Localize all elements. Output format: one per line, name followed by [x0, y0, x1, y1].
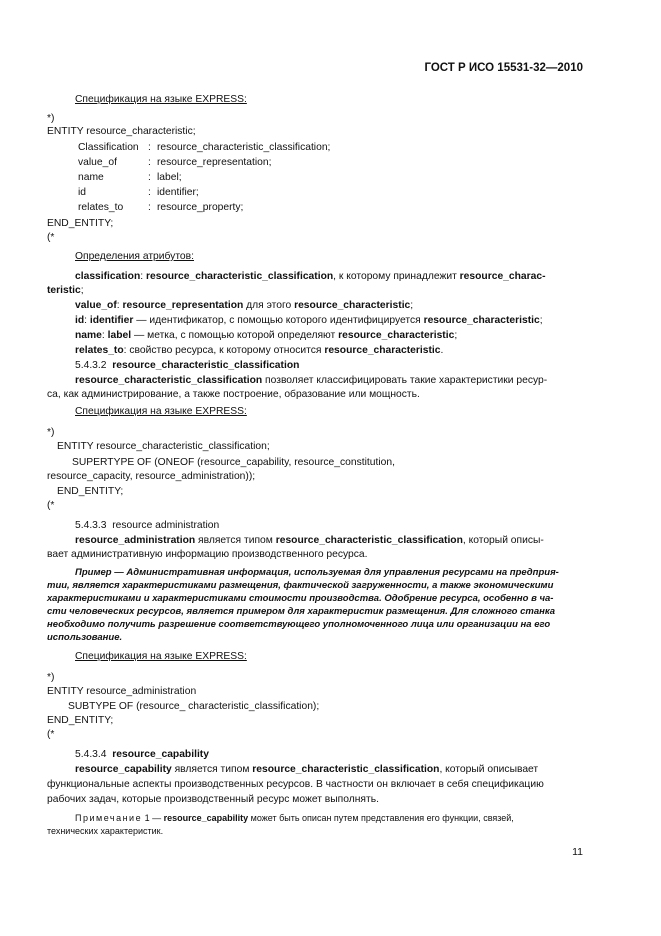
- attr-name: id: [78, 187, 87, 198]
- def-classification-line1: [75, 270, 583, 283]
- kw: classification: [75, 271, 141, 282]
- txt: , который описы-: [462, 535, 544, 546]
- kw: teristic: [47, 285, 81, 296]
- kw: resource_characteristic_classification: [145, 271, 334, 282]
- txt: :: [101, 330, 108, 341]
- kw: resource_characteristic: [294, 300, 411, 311]
- section-5-4-3-2-para-line1: [75, 374, 547, 387]
- express-entity-declaration: ENTITY resource_administration: [47, 686, 197, 697]
- kw: resource_charac-: [459, 271, 546, 282]
- kw: label: [107, 330, 132, 341]
- def-name: [75, 329, 457, 342]
- express-open-comment: *): [47, 427, 55, 438]
- section-title: resource_capability: [112, 749, 209, 760]
- txt: является типом: [171, 764, 253, 775]
- attr-type: resource_representation;: [157, 157, 272, 168]
- attr-separator: :: [148, 202, 151, 213]
- express-supertype-cont: resource_capacity, resource_administration));: [47, 471, 256, 482]
- attr-name: value_of: [78, 157, 117, 168]
- note-label: Примечание: [75, 813, 143, 823]
- attribute-definitions-heading: Определения атрибутов:: [75, 251, 194, 262]
- example-line: необходимо получить разрешение соответствующего уполномоченного лица или организации на его: [47, 619, 551, 630]
- example-line: Пример — Административная информация, используемая для управления ресурсами на предприя-: [75, 567, 559, 578]
- section-number: 5.4.3.2: [75, 360, 107, 371]
- express-supertype: SUPERTYPE OF (ONEOF (resource_capability, resource_constitution,: [72, 457, 395, 468]
- example-line: тии, является характеристиками размещения, фактической загруженности, а также экономическими: [47, 580, 554, 591]
- txt: ;: [410, 300, 414, 311]
- attr-separator: :: [148, 142, 151, 153]
- txt: , который описывает: [439, 764, 539, 775]
- kw: resource_administration: [75, 535, 196, 546]
- attr-separator: :: [148, 157, 151, 168]
- express-entity-declaration: ENTITY resource_characteristic_classification;: [57, 441, 270, 452]
- txt: позволяет классифицировать такие характеристики ресур-: [262, 375, 548, 386]
- kw: resource_representation: [122, 300, 244, 311]
- def-classification-line2: [47, 284, 84, 297]
- attr-type: resource_property;: [157, 202, 244, 213]
- txt: :: [84, 315, 90, 326]
- kw: resource_capability: [75, 764, 172, 775]
- express-close-comment: (*: [47, 500, 55, 511]
- express-spec-heading: Спецификация на языке EXPRESS:: [75, 651, 247, 662]
- section-5-4-3-3-para-line1: [75, 534, 544, 547]
- txt: :: [116, 300, 123, 311]
- txt: .: [440, 345, 444, 356]
- express-entity-declaration: ENTITY resource_characteristic;: [47, 126, 196, 137]
- txt: 1 —: [142, 813, 164, 823]
- kw: identifier: [89, 315, 134, 326]
- kw: resource_characteristic_classification: [275, 535, 463, 546]
- section-title: resource administration: [112, 520, 220, 531]
- section-number: 5.4.3.3: [75, 520, 107, 531]
- txt: ;: [454, 330, 458, 341]
- section-5-4-3-4-heading: [75, 748, 209, 761]
- kw: name: [75, 330, 102, 341]
- kw: resource_characteristic: [324, 345, 441, 356]
- txt: для этого: [243, 300, 295, 311]
- txt: может быть описан путем представления его функции, связей,: [248, 813, 514, 823]
- express-end-entity: END_ENTITY;: [57, 486, 124, 497]
- section-5-4-3-4-para-line2: функциональные аспекты производственных ресурсов. В частности он включает в себя спецификацию: [47, 779, 544, 790]
- attr-type: resource_characteristic_classification;: [157, 142, 331, 153]
- express-open-comment: *): [47, 672, 55, 683]
- express-end-entity: END_ENTITY;: [47, 218, 114, 229]
- attr-name: Classification: [78, 142, 139, 153]
- express-close-comment: (*: [47, 729, 55, 740]
- express-open-comment: *): [47, 113, 55, 124]
- attr-name: name: [78, 172, 104, 183]
- kw: id: [75, 315, 85, 326]
- express-spec-heading: Спецификация на языке EXPRESS:: [75, 94, 247, 105]
- section-5-4-3-4-para-line1: [75, 763, 538, 776]
- express-end-entity: END_ENTITY;: [47, 715, 114, 726]
- section-5-4-3-2-heading: [75, 359, 299, 372]
- attr-type: identifier;: [157, 187, 199, 198]
- express-subtype: SUBTYPE OF (resource_ characteristic_classification);: [68, 701, 320, 712]
- kw: relates_to: [75, 345, 124, 356]
- kw: value_of: [75, 300, 117, 311]
- txt: — идентификатор, с помощью которого идентифицируется: [133, 315, 424, 326]
- attr-separator: :: [148, 187, 151, 198]
- txt: , к которому принадлежит: [333, 271, 460, 282]
- example-line: характеристиками и характеристиками стоимости производства. Одобрение ресурса, особенно в ча-: [47, 593, 554, 604]
- note-line2: технических характеристик.: [47, 826, 164, 836]
- section-number: 5.4.3.4: [75, 749, 107, 760]
- attr-type: label;: [157, 172, 182, 183]
- attr-separator: :: [148, 172, 151, 183]
- express-spec-heading: Спецификация на языке EXPRESS:: [75, 406, 247, 417]
- section-5-4-3-4-para-line3: рабочих задач, которые производственный ресурс может выполнять.: [47, 794, 379, 805]
- def-relates-to: [75, 344, 443, 357]
- kw: resource_characteristic: [423, 315, 540, 326]
- txt: :: [140, 271, 146, 282]
- note-line1: [75, 812, 514, 825]
- txt: является типом: [195, 535, 276, 546]
- example-line: использование.: [47, 632, 123, 643]
- def-id: [75, 314, 543, 327]
- attr-name: relates_to: [78, 202, 124, 213]
- kw: resource_characteristic_classification: [75, 375, 263, 386]
- section-title: resource_characteristic_classification: [112, 360, 300, 371]
- section-5-4-3-3-para-line2: вает административную информацию производственного ресурса.: [47, 549, 368, 560]
- section-5-4-3-2-para-line2: са, как администрирование, а также построение, образование или мощность.: [47, 389, 420, 400]
- kw: resource_capability: [163, 813, 249, 823]
- document-header: ГОСТ Р ИСО 15531-32—2010: [424, 62, 583, 74]
- txt: — метка, с помощью которой определяют: [131, 330, 339, 341]
- txt: ;: [539, 315, 543, 326]
- txt: ;: [80, 285, 84, 296]
- express-close-comment: (*: [47, 232, 55, 243]
- example-line: сти человеческих ресурсов, является примером для характеристик размещения. Для сложного станка: [47, 606, 556, 617]
- section-5-4-3-3-heading: [75, 519, 219, 532]
- txt: : свойство ресурса, к которому относится: [123, 345, 325, 356]
- kw: resource_characteristic_classification: [252, 764, 440, 775]
- kw: resource_characteristic: [338, 330, 455, 341]
- page-number: 11: [572, 846, 583, 858]
- def-value-of: [75, 299, 413, 312]
